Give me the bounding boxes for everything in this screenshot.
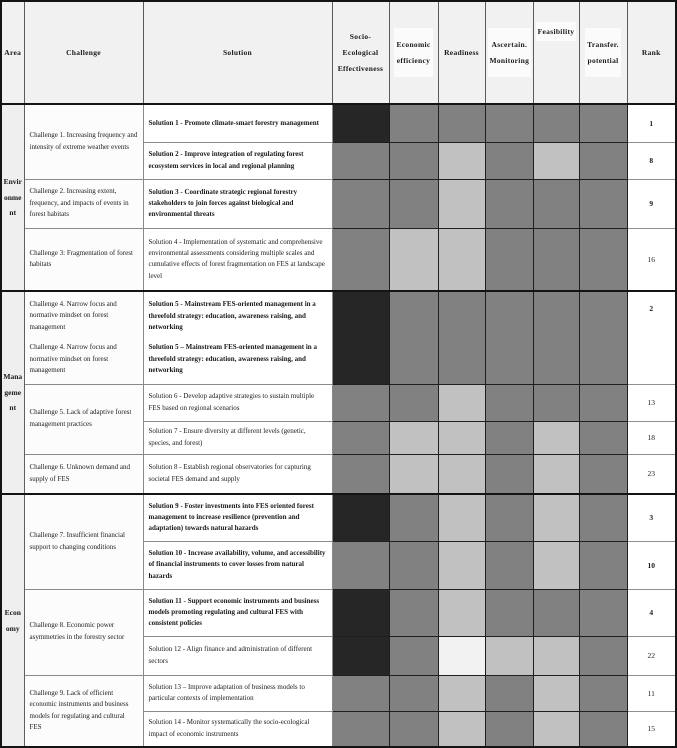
- rank-cell: 9: [627, 179, 676, 228]
- score-ascertain: [485, 142, 533, 179]
- score-readiness: [438, 291, 485, 384]
- table-row: [1, 179, 676, 228]
- challenge-cell: Challenge 1. Increasing frequency and intensity of extreme weather events: [24, 104, 143, 179]
- col-header-ascertain-monitoring: [485, 1, 533, 104]
- rank-cell: 15: [627, 711, 676, 747]
- score-socio: [332, 179, 389, 228]
- score-readiness: [438, 454, 485, 494]
- score-transfer: [579, 454, 627, 494]
- readiness-label: Readiness: [444, 48, 479, 57]
- rank-cell: 1: [627, 104, 676, 142]
- score-readiness: [438, 384, 485, 421]
- table-row: [1, 494, 676, 541]
- score-economic: [389, 104, 438, 142]
- solution-cell: Solution 14 - Monitor systematically the socio-ecological impact of economic instruments: [143, 711, 332, 747]
- score-ascertain: [485, 179, 533, 228]
- solution-cell: [143, 291, 332, 384]
- score-feasibility: [533, 589, 579, 636]
- score-transfer: [579, 421, 627, 454]
- col-header-challenge-label: Challenge: [66, 48, 101, 57]
- solution-cell: Solution 12 - Align finance and administration of different sectors: [143, 636, 332, 675]
- challenge-cell: Challenge 6. Unknown demand and supply of FES: [24, 454, 143, 494]
- area-cell-management: Management: [1, 291, 24, 494]
- socio-line-2: Ecological: [342, 48, 379, 57]
- score-readiness: [438, 228, 485, 291]
- score-readiness: [438, 711, 485, 747]
- score-readiness: [438, 179, 485, 228]
- score-socio: [332, 384, 389, 421]
- score-feasibility: [533, 636, 579, 675]
- solution-cell: Solution 7 - Ensure diversity at different levels (genetic, species, and forest): [143, 421, 332, 454]
- score-ascertain: [485, 228, 533, 291]
- solution-cell: Solution 3 - Coordinate strategic regional forestry stakeholders to join forces against biological and environmental threats: [143, 179, 332, 228]
- score-ascertain: [485, 494, 533, 541]
- score-transfer: [579, 636, 627, 675]
- challenge-text-a: Challenge 4. Narrow focus and normative mindset on forest management: [29, 299, 117, 331]
- rank-cell: 13: [627, 384, 676, 421]
- challenge-cell: [24, 291, 143, 384]
- socio-line-1: Socio-: [349, 32, 372, 41]
- solution-cell: Solution 11 - Support economic instruments and business models promoting regulating and cultural FES with consistent policies: [143, 589, 332, 636]
- score-ascertain: [485, 675, 533, 711]
- col-header-rank: [627, 1, 676, 104]
- score-economic: [389, 179, 438, 228]
- solution-cell: Solution 2 - Improve integration of regulating forest ecosystem services in local and regional planning: [143, 142, 332, 179]
- score-socio: [332, 104, 389, 142]
- score-feasibility: [533, 454, 579, 494]
- score-transfer: [579, 104, 627, 142]
- score-transfer: [579, 179, 627, 228]
- table-row: [1, 228, 676, 291]
- score-economic: [389, 454, 438, 494]
- score-economic: [389, 636, 438, 675]
- feasibility-label: Feasibility: [536, 22, 577, 41]
- table-row: [1, 291, 676, 384]
- solution-cell: Solution 13 – Improve adaptation of business models to particular contexts of implementation: [143, 675, 332, 711]
- economic-line-2: efficiency: [396, 56, 431, 65]
- score-feasibility: [533, 142, 579, 179]
- score-feasibility: [533, 541, 579, 589]
- score-socio: [332, 675, 389, 711]
- score-transfer: [579, 494, 627, 541]
- table-row: [1, 675, 676, 711]
- score-feasibility: [533, 384, 579, 421]
- area-cell-economy: Economy: [1, 494, 24, 747]
- solution-cell: Solution 9 - Foster investments into FES oriented forest management to increase resilience (prevention and adaptation) towards natural hazards: [143, 494, 332, 541]
- score-socio: [332, 711, 389, 747]
- solution-cell: Solution 1 - Promote climate-smart forestry management: [143, 104, 332, 142]
- score-ascertain: [485, 291, 533, 384]
- score-ascertain: [485, 541, 533, 589]
- col-header-socio-ecological-effectiveness: [332, 1, 389, 104]
- col-header-solution-label: Solution: [222, 48, 253, 57]
- score-readiness: [438, 675, 485, 711]
- score-feasibility: [533, 494, 579, 541]
- challenge-cell: Challenge 7. Insufficient financial support to changing conditions: [24, 494, 143, 589]
- col-header-area: [1, 1, 24, 104]
- score-feasibility: [533, 421, 579, 454]
- rank-cell: 8: [627, 142, 676, 179]
- col-header-readiness: [438, 1, 485, 104]
- score-economic: [389, 142, 438, 179]
- solution-text-a: Solution 5 - Mainstream FES-oriented management in a threefold strategy: education, awareness raising, and networking: [148, 300, 316, 331]
- transfer-line-2: potential: [587, 56, 619, 65]
- score-transfer: [579, 384, 627, 421]
- solution-text-b: Solution 5 – Mainstream FES-oriented management in a threefold strategy: education, awareness raising, and networking: [148, 343, 317, 374]
- solution-cell: Solution 6 - Develop adaptive strategies to sustain multiple FES based on regional scenarios: [143, 384, 332, 421]
- challenge-cell: Challenge 8. Economic power asymmetries in the forestry sector: [24, 589, 143, 675]
- score-readiness: [438, 142, 485, 179]
- socio-line-3: Effectiveness: [337, 64, 384, 73]
- score-transfer: [579, 589, 627, 636]
- score-ascertain: [485, 421, 533, 454]
- score-feasibility: [533, 104, 579, 142]
- score-transfer: [579, 541, 627, 589]
- score-ascertain: [485, 454, 533, 494]
- rank-cell: 3: [627, 494, 676, 541]
- col-header-feasibility: [533, 1, 579, 104]
- score-socio: [332, 589, 389, 636]
- ascertain-line-1: Ascertain.: [491, 40, 528, 49]
- rank-cell: 11: [627, 675, 676, 711]
- score-socio: [332, 421, 389, 454]
- header-row: [1, 1, 676, 104]
- score-readiness: [438, 494, 485, 541]
- score-transfer: [579, 142, 627, 179]
- score-socio: [332, 541, 389, 589]
- table-row: [1, 384, 676, 421]
- score-socio: [332, 142, 389, 179]
- rank-cell: 10: [627, 541, 676, 589]
- score-feasibility: [533, 228, 579, 291]
- score-feasibility: [533, 291, 579, 384]
- challenge-cell: Challenge 2. Increasing extent, frequency, and impacts of events in forest habitats: [24, 179, 143, 228]
- score-socio: [332, 494, 389, 541]
- challenge-cell: Challenge 3: Fragmentation of forest habitats: [24, 228, 143, 291]
- score-ascertain: [485, 384, 533, 421]
- table-row: [1, 104, 676, 142]
- rank-cell: 4: [627, 589, 676, 636]
- score-transfer: [579, 711, 627, 747]
- score-feasibility: [533, 675, 579, 711]
- area-cell-environment: Environment: [1, 104, 24, 291]
- score-ascertain: [485, 589, 533, 636]
- score-ascertain: [485, 711, 533, 747]
- score-transfer: [579, 675, 627, 711]
- score-readiness: [438, 636, 485, 675]
- score-ascertain: [485, 104, 533, 142]
- challenge-cell: Challenge 5. Lack of adaptive forest management practices: [24, 384, 143, 454]
- score-economic: [389, 541, 438, 589]
- table-row: [1, 454, 676, 494]
- rank-cell: 23: [627, 454, 676, 494]
- score-economic: [389, 494, 438, 541]
- score-socio: [332, 228, 389, 291]
- score-socio: [332, 454, 389, 494]
- score-readiness: [438, 589, 485, 636]
- col-header-economic-efficiency: [389, 1, 438, 104]
- score-readiness: [438, 421, 485, 454]
- col-header-transfer-potential: [579, 1, 627, 104]
- score-ascertain: [485, 636, 533, 675]
- ascertain-line-2: Monitoring: [489, 56, 530, 65]
- rank-cell: 18: [627, 421, 676, 454]
- score-economic: [389, 421, 438, 454]
- solution-cell: Solution 8 - Establish regional observatories for capturing societal FES demand and supply: [143, 454, 332, 494]
- score-transfer: [579, 291, 627, 384]
- score-economic: [389, 384, 438, 421]
- score-readiness: [438, 104, 485, 142]
- score-socio: [332, 636, 389, 675]
- rank-cell: 2: [627, 291, 676, 384]
- score-readiness: [438, 541, 485, 589]
- challenge-cell: Challenge 9. Lack of efficient economic instruments and business models for regulating and cultural FES: [24, 675, 143, 747]
- rank-cell: 16: [627, 228, 676, 291]
- score-transfer: [579, 228, 627, 291]
- score-socio: [332, 291, 389, 384]
- solution-cell: Solution 4 - Implementation of systematic and comprehensive environmental assessments considering multiple scales and cumulative effects of forest fragmentation on FES at landscape level: [143, 228, 332, 291]
- score-feasibility: [533, 711, 579, 747]
- challenge-text-b: Challenge 4. Narrow focus and normative mindset on forest management: [29, 343, 117, 375]
- score-economic: [389, 291, 438, 384]
- col-header-solution: [143, 1, 332, 104]
- score-economic: [389, 589, 438, 636]
- score-economic: [389, 711, 438, 747]
- rank-cell: 22: [627, 636, 676, 675]
- economic-line-1: Economic: [396, 40, 431, 49]
- score-economic: [389, 675, 438, 711]
- rank-label: Rank: [641, 48, 661, 57]
- table-row: [1, 589, 676, 636]
- score-economic: [389, 228, 438, 291]
- transfer-line-1: Transfer.: [587, 40, 619, 49]
- col-header-challenge: [24, 1, 143, 104]
- solution-cell: Solution 10 - Increase availability, volume, and accessibility of financial instruments to cover losses from natural hazards: [143, 541, 332, 589]
- col-header-area-label: Area: [4, 48, 22, 57]
- score-feasibility: [533, 179, 579, 228]
